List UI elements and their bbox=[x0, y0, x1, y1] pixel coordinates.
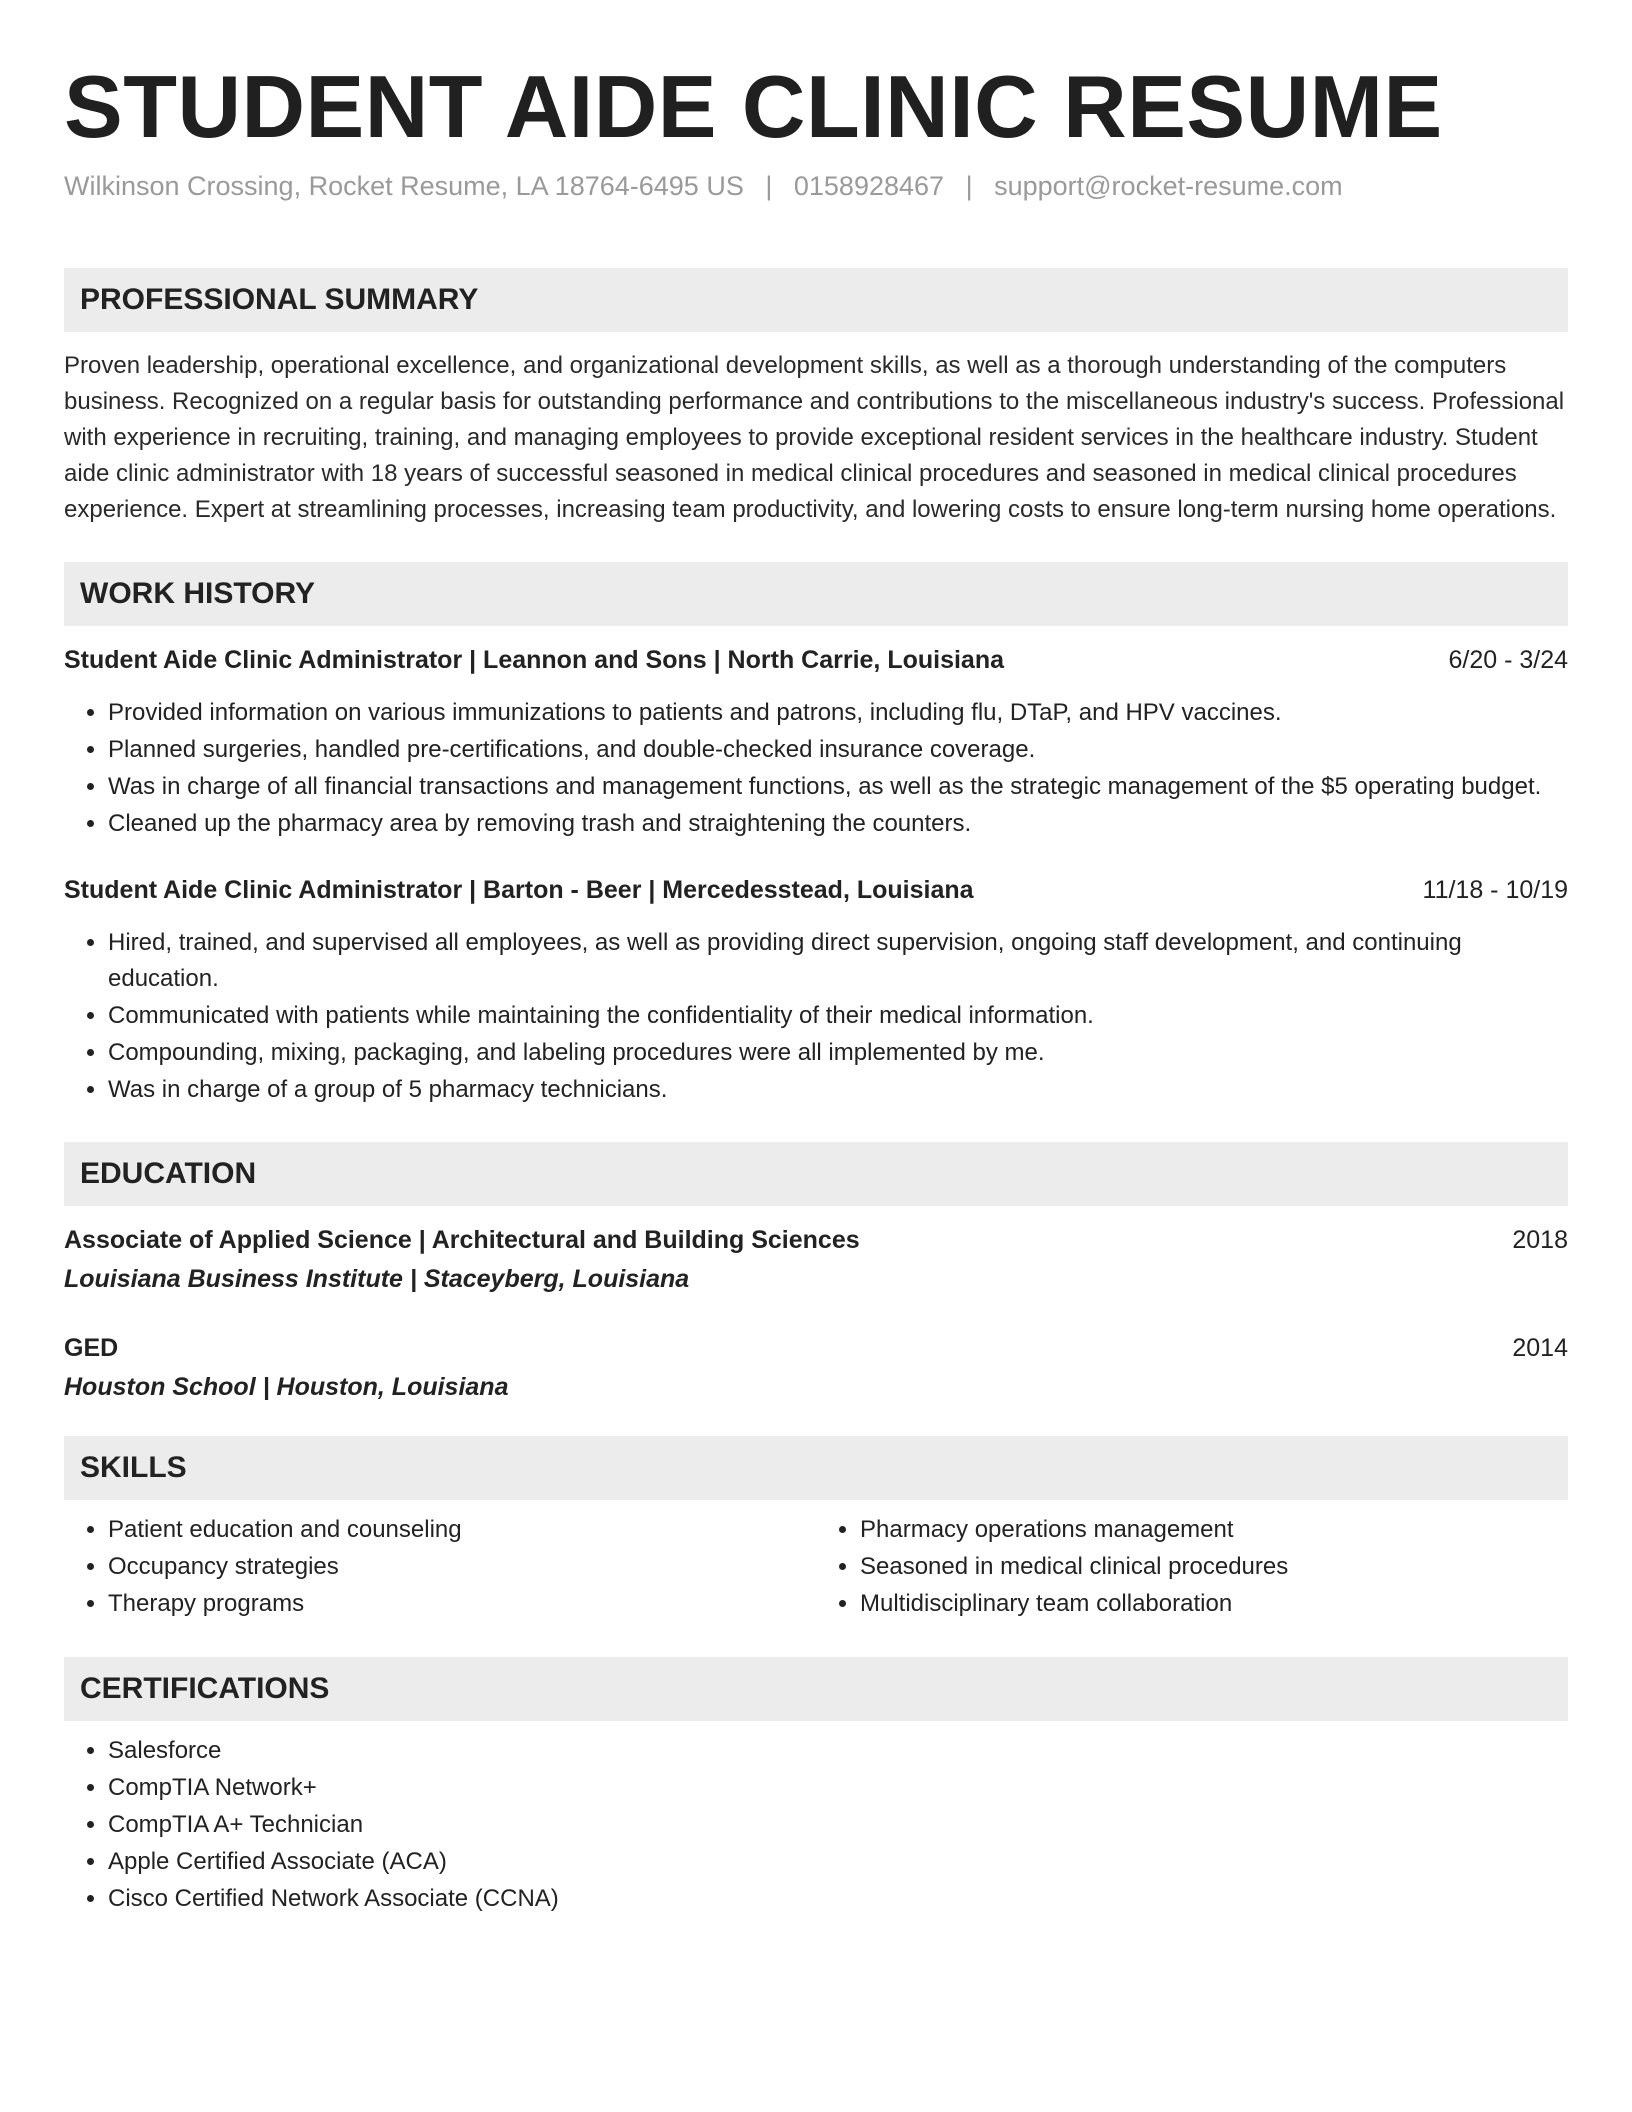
education-degree: GED bbox=[64, 1334, 119, 1363]
contact-separator: | bbox=[765, 171, 773, 202]
job-header bbox=[64, 876, 1568, 905]
education-header bbox=[64, 1226, 1568, 1255]
certification-item: • Cisco Certified Network Associate (CCNA) bbox=[108, 1881, 1568, 1917]
job-dates: 6/20 - 3/24 bbox=[1448, 646, 1568, 675]
job-bullet: • Communicated with patients while maintaining the confidentiality of their medical information. bbox=[108, 998, 1568, 1034]
job-title: Student Aide Clinic Administrator | Leannon and Sons | North Carrie, Louisiana bbox=[64, 646, 1005, 675]
certification-item: • CompTIA Network+ bbox=[108, 1770, 1568, 1806]
skill-item: • Therapy programs bbox=[108, 1586, 816, 1622]
skills-columns bbox=[64, 1512, 1568, 1623]
section-heading: CERTIFICATIONS bbox=[64, 1657, 1568, 1721]
skills-section bbox=[64, 1436, 1568, 1623]
education-year: 2014 bbox=[1512, 1334, 1568, 1363]
job-bullet: • Planned surgeries, handled pre-certifications, and double-checked insurance coverage. bbox=[108, 732, 1568, 768]
work-history-section bbox=[64, 562, 1568, 1108]
section-heading: WORK HISTORY bbox=[64, 562, 1568, 626]
job-entry bbox=[64, 876, 1568, 1108]
certification-item: • Salesforce bbox=[108, 1733, 1568, 1769]
job-bullet: • Hired, trained, and supervised all employees, as well as providing direct supervision, ongoing staff development, and continuing education. bbox=[108, 925, 1568, 997]
certification-item: • CompTIA A+ Technician bbox=[108, 1807, 1568, 1843]
education-header bbox=[64, 1334, 1568, 1363]
contact-address: Wilkinson Crossing, Rocket Resume, LA 18764-6495 US bbox=[64, 171, 744, 202]
contact-line bbox=[64, 171, 1568, 202]
skill-item: • Patient education and counseling bbox=[108, 1512, 816, 1548]
skill-item: • Seasoned in medical clinical procedures bbox=[860, 1549, 1568, 1585]
skill-item: • Multidisciplinary team collaboration bbox=[860, 1586, 1568, 1622]
resume-title: STUDENT AIDE CLINIC RESUME bbox=[64, 57, 1443, 156]
job-bullets bbox=[64, 695, 1568, 842]
summary-text: Proven leadership, operational excellence, and organizational development skills, as well as a thorough understanding of the computers business. Recognized on a regular basis for outstanding performance and contributions to the miscellaneous industry's success. Professional with experience in recruiting, training, and managing employees to provide exceptional resident services in the healthcare industry. Student aide clinic administrator with 18 years of successful seasoned in medical clinical procedures and seasoned in medical clinical procedures experience. Expert at streamlining processes, increasing team productivity, and lowering costs to ensure long-term nursing home operations. bbox=[64, 352, 1565, 524]
contact-phone: 0158928467 bbox=[793, 171, 945, 202]
education-school: Houston School | Houston, Louisiana bbox=[64, 1373, 509, 1402]
summary-section bbox=[64, 268, 1568, 528]
contact-separator: | bbox=[965, 171, 973, 202]
job-header bbox=[64, 646, 1568, 675]
contact-email[interactable]: support@rocket-resume.com bbox=[994, 171, 1343, 202]
certification-list bbox=[64, 1733, 1568, 1917]
job-bullet: • Cleaned up the pharmacy area by removing trash and straightening the counters. bbox=[108, 806, 1568, 842]
job-bullet: • Provided information on various immunizations to patients and patrons, including flu, DTaP, and HPV vaccines. bbox=[108, 695, 1568, 731]
section-heading: SKILLS bbox=[64, 1436, 1568, 1500]
education-school: Louisiana Business Institute | Staceyberg, Louisiana bbox=[64, 1265, 690, 1294]
education-section bbox=[64, 1142, 1568, 1402]
skills-right-column bbox=[816, 1512, 1568, 1623]
job-bullet: • Compounding, mixing, packaging, and labeling procedures were all implemented by me. bbox=[108, 1035, 1568, 1071]
education-entry bbox=[64, 1226, 1568, 1294]
section-heading: EDUCATION bbox=[64, 1142, 1568, 1206]
education-year: 2018 bbox=[1512, 1226, 1568, 1255]
section-heading: PROFESSIONAL SUMMARY bbox=[64, 268, 1568, 332]
job-entry bbox=[64, 646, 1568, 842]
skill-item: • Occupancy strategies bbox=[108, 1549, 816, 1585]
certification-item: • Apple Certified Associate (ACA) bbox=[108, 1844, 1568, 1880]
education-degree: Associate of Applied Science | Architectural and Building Sciences bbox=[64, 1226, 860, 1255]
certifications-section bbox=[64, 1657, 1568, 1917]
job-dates: 11/18 - 10/19 bbox=[1422, 876, 1568, 905]
job-bullet: • Was in charge of a group of 5 pharmacy technicians. bbox=[108, 1072, 1568, 1108]
job-bullet: • Was in charge of all financial transactions and management functions, as well as the strategic management of the $5 operating budget. bbox=[108, 769, 1568, 805]
job-title: Student Aide Clinic Administrator | Barton - Beer | Mercedesstead, Louisiana bbox=[64, 876, 974, 905]
skill-item: • Pharmacy operations management bbox=[860, 1512, 1568, 1548]
education-entry bbox=[64, 1334, 1568, 1402]
job-bullets bbox=[64, 925, 1568, 1108]
skills-left-column bbox=[64, 1512, 816, 1623]
